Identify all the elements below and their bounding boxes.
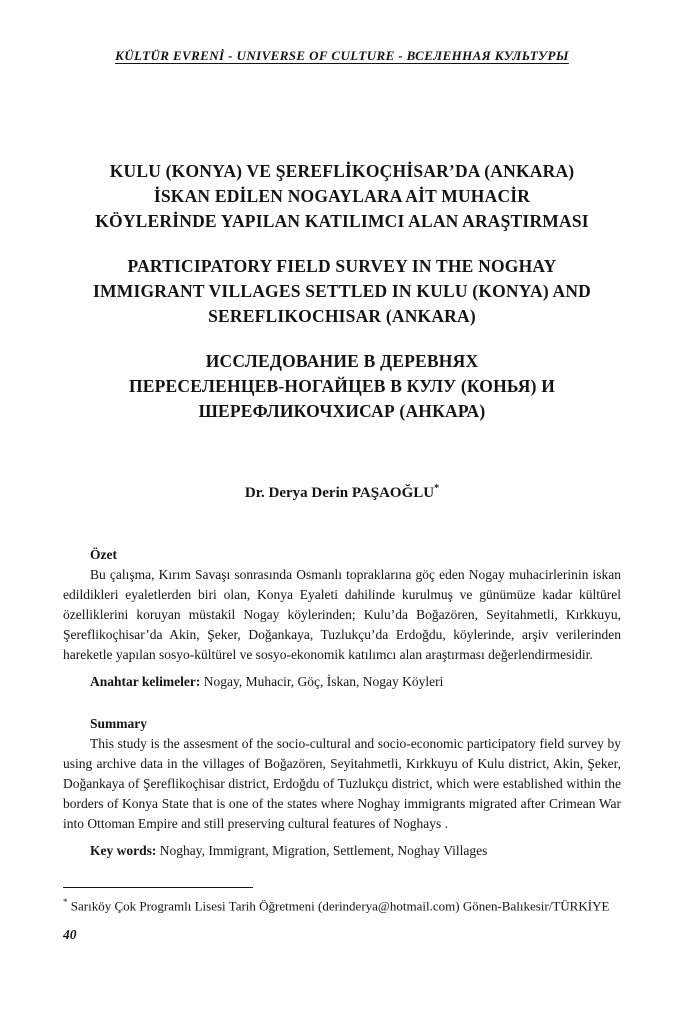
title-russian-line: ПЕРЕСЕЛЕНЦЕВ-НОГАЙЦЕВ В КУЛУ (КОНЬЯ) И: [128, 376, 556, 396]
title-turkish: [63, 159, 621, 234]
title-russian: [63, 349, 621, 424]
key-words-line: [63, 841, 621, 861]
title-english-line: IMMIGRANT VILLAGES SETTLED IN KULU (KONYA) AND: [93, 281, 591, 301]
footnote-marker: *: [63, 897, 68, 907]
ozet-paragraph: Bu çalışma, Kırım Savaşı sonrasında Osmanlı topraklarına göç eden Nogay muhacirlerinin iskan edildikleri eyaletlerden biri olan, Konya Eyaleti dahilinde kurulmuş ve günümüze kadar kültürel özelliklerini koruyan müstakil Nogay köylerinden; Kulu’da Boğazören, Seyitahmetli, Kırkkuyu, Şereflikoçhisar’da Akin, Şeker, Doğankaya, Tuzlukçu’da Erdoğdu, köylerinde, arşiv verilerinden hareketle yapılan sosyo-kültürel ve sosyo-ekonomik katılımcı alan araştırması değerlendirmesidir.: [63, 567, 621, 662]
title-turkish-line: İSKAN EDİLEN NOGAYLARA AİT MUHACİR: [153, 186, 531, 206]
key-words-values: Noghay, Immigrant, Migration, Settlement, Noghay Villages: [156, 843, 488, 858]
key-words-label: Key words:: [90, 843, 157, 858]
title-russian-line: ИССЛЕДОВАНИЕ В ДЕРЕВНЯХ: [205, 351, 479, 371]
title-english-line: SEREFLIKOCHISAR (ANKARA): [208, 306, 476, 326]
title-english: [63, 254, 621, 329]
anahtar-kelimeler-label: Anahtar kelimeler:: [90, 674, 201, 689]
title-russian-line: ШЕРЕФЛИКОЧХИСАР (АНКАРА): [198, 401, 486, 421]
summary-paragraph: This study is the assesment of the socio-cultural and socio-economic participatory field survey by using archive data in the villages of Boğazören, Seyitahmetli, Kırkkuyu of Kulu district, Akin, Şeker, Doğankaya of Şereflikoçhisar district, Erdoğdu of Tuzlukçu district, which were established within the borders of Konya State that is one of the states where Noghay immigrants migrated after Crimean War into Ottoman Empire and still preserving cultural features of Noghays .: [63, 736, 621, 831]
footnote-rule: [63, 887, 253, 888]
anahtar-kelimeler-values: Nogay, Muhacir, Göç, İskan, Nogay Köyleri: [200, 674, 444, 689]
journal-header: KÜLTÜR EVRENİ - UNIVERSE OF CULTURE - ВСЕЛЕННАЯ КУЛЬТУРЫ: [115, 48, 569, 63]
author-name: Dr. Derya Derin PAŞAOĞLU: [244, 485, 435, 501]
footnote: [63, 892, 621, 916]
title-turkish-line: KULU (KONYA) VE ŞEREFLİKOÇHİSAR’DA (ANKARA): [109, 161, 575, 181]
summary-heading: Summary: [90, 716, 147, 731]
author-line: [63, 479, 621, 503]
author-footnote-marker: *: [434, 483, 440, 494]
ozet-heading: Özet: [90, 547, 117, 562]
title-english-line: PARTICIPATORY FIELD SURVEY IN THE NOGHAY: [127, 256, 557, 276]
anahtar-kelimeler-line: [63, 672, 621, 692]
page-number: 40: [63, 927, 77, 943]
footnote-text: Sarıköy Çok Programlı Lisesi Tarih Öğretmeni (derinderya@hotmail.com) Gönen-Balıkesir/TÜRKİYE: [67, 898, 610, 914]
title-turkish-line: KÖYLERİNDE YAPILAN KATILIMCI ALAN ARAŞTIRMASI: [95, 211, 589, 231]
